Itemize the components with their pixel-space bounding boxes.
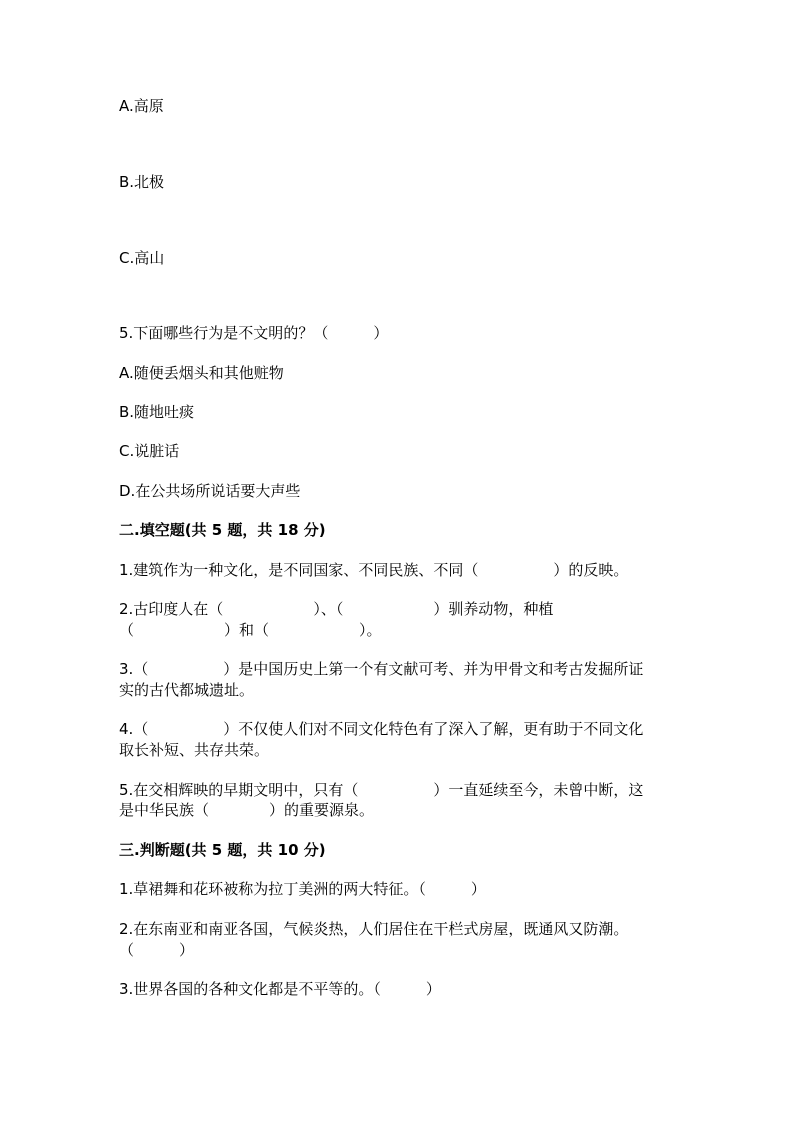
fill-question-5-line-1: 5.在交相辉映的早期文明中，只有（ ）一直延续至今，未曾中断，这 (119, 781, 644, 799)
section-3-heading: 三.判断题(共 5 题，共 10 分) (119, 841, 326, 859)
judge-question-3: 3.世界各国的各种文化都是不平等的。（ ） (119, 980, 441, 998)
judge-question-1: 1.草裙舞和花环被称为拉丁美洲的两大特征。（ ） (119, 880, 486, 898)
q4-option-b: B.北极 (119, 173, 165, 191)
section-2-heading: 二.填空题(共 5 题，共 18 分) (119, 521, 326, 539)
question-5-option-c: C.说脏话 (119, 442, 180, 460)
q4-option-a: A.高原 (119, 97, 164, 115)
question-5-option-b: B.随地吐痰 (119, 403, 195, 421)
question-5-option-a: A.随便丢烟头和其他赃物 (119, 364, 284, 382)
judge-question-2-line-1: 2.在东南亚和南亚各国，气候炎热，人们居住在干栏式房屋，既通风又防潮。 (119, 920, 629, 938)
fill-question-4-line-1: 4.（ ）不仅使人们对不同文化特色有了深入了解，更有助于不同文化 (119, 720, 644, 738)
fill-question-2-line-2: （ ）和（ ）。 (119, 621, 382, 639)
fill-question-3-line-1: 3.（ ）是中国历史上第一个有文献可考、并为甲骨文和考古发掘所证 (119, 660, 644, 678)
judge-question-2-line-2: （ ） (119, 941, 195, 959)
question-5-option-d: D.在公共场所说话要大声些 (119, 482, 301, 500)
question-5-stem: 5.下面哪些行为是不文明的？（ ） (119, 324, 389, 342)
fill-question-3-line-2: 实的古代都城遗址。 (119, 681, 255, 699)
fill-question-4-line-2: 取长补短、共存共荣。 (119, 741, 270, 759)
fill-question-2-line-1: 2.古印度人在（ ）、（ ）驯养动物，种植 (119, 600, 554, 618)
fill-question-5-line-2: 是中华民族（ ）的重要源泉。 (119, 801, 375, 819)
q4-option-c: C.高山 (119, 249, 165, 267)
fill-question-1: 1.建筑作为一种文化，是不同国家、不同民族、不同（ ）的反映。 (119, 561, 629, 579)
